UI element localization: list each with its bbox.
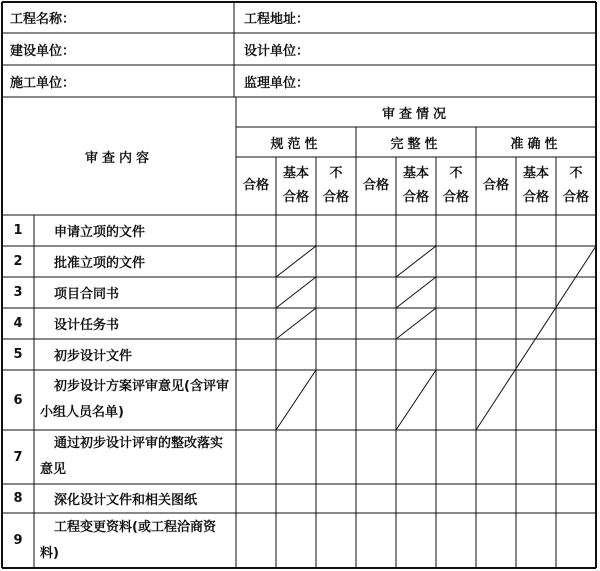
diagonal-mark [396,246,436,277]
column-header [316,157,356,215]
row-number: 6 [13,392,23,408]
diagonal-mark [396,277,436,308]
row-content: 初步设计方案评审意见(含评审小组人员名单) [40,379,229,420]
column-header-line: 合格 [522,190,549,205]
column-header [356,157,396,215]
column-header-line: 基本 [282,166,309,181]
column-header [236,157,276,215]
row-content: 设计任务书 [54,318,120,333]
row-number: 5 [13,347,23,362]
row-content: 申请立项的文件 [54,225,146,240]
construction-unit-label: 建设单位： [10,43,76,59]
group-header: 规范性 [270,136,322,152]
diagonal-mark [276,277,316,308]
column-header-line: 合格 [282,190,309,205]
column-header [436,157,476,215]
column-header-line: 基本 [522,166,549,181]
row-content: 批准立项的文件 [54,256,146,271]
column-header-line: 合格 [402,190,429,205]
column-header-line: 合格 [442,190,469,205]
diagonal-mark [276,246,316,277]
row-number: 2 [13,254,23,269]
group-header: 准确性 [510,136,562,152]
column-header-line: 基本 [402,166,429,181]
column-header [556,157,596,215]
column-header [396,157,436,215]
diagonal-mark [276,370,316,430]
diagonal-mark [276,308,316,339]
column-header [276,157,316,215]
row-number: 9 [13,533,23,548]
row-content: 通过初步设计评审的整改落实意见 [40,436,224,477]
row-content: 初步设计文件 [54,349,133,364]
review-content-header: 审查内容 [84,150,153,166]
column-header-line: 合格 [562,190,589,205]
column-header-line: 不 [449,166,463,181]
diagonal-mark [476,246,596,430]
builder-unit-label: 施工单位： [10,75,76,91]
row-number: 8 [13,491,23,506]
diagonal-mark [396,370,436,430]
row-content: 工程变更资料(或工程洽商资料) [40,519,216,561]
row-number: 1 [13,223,23,238]
column-header [476,157,516,215]
column-header-line: 不 [329,166,343,181]
column-header-line: 合格 [482,178,509,193]
row-content: 深化设计文件和相关图纸 [54,493,198,508]
supervision-unit-label: 监理单位： [244,75,310,91]
review-status-header: 审查情况 [381,106,450,122]
row-content: 项目合同书 [54,287,120,302]
column-header-line: 合格 [322,190,349,205]
column-header [516,157,556,215]
column-header-line: 合格 [362,178,389,193]
column-header-line: 合格 [242,178,269,193]
column-header-line: 不 [569,166,583,181]
project-address-label: 工程地址： [244,12,310,27]
project-name-label: 工程名称： [10,12,76,27]
row-number: 3 [13,285,23,300]
group-header: 完整性 [390,136,442,152]
row-number: 4 [13,316,23,331]
design-unit-label: 设计单位： [244,43,310,59]
diagonal-mark [396,308,436,339]
row-number: 7 [13,449,23,465]
